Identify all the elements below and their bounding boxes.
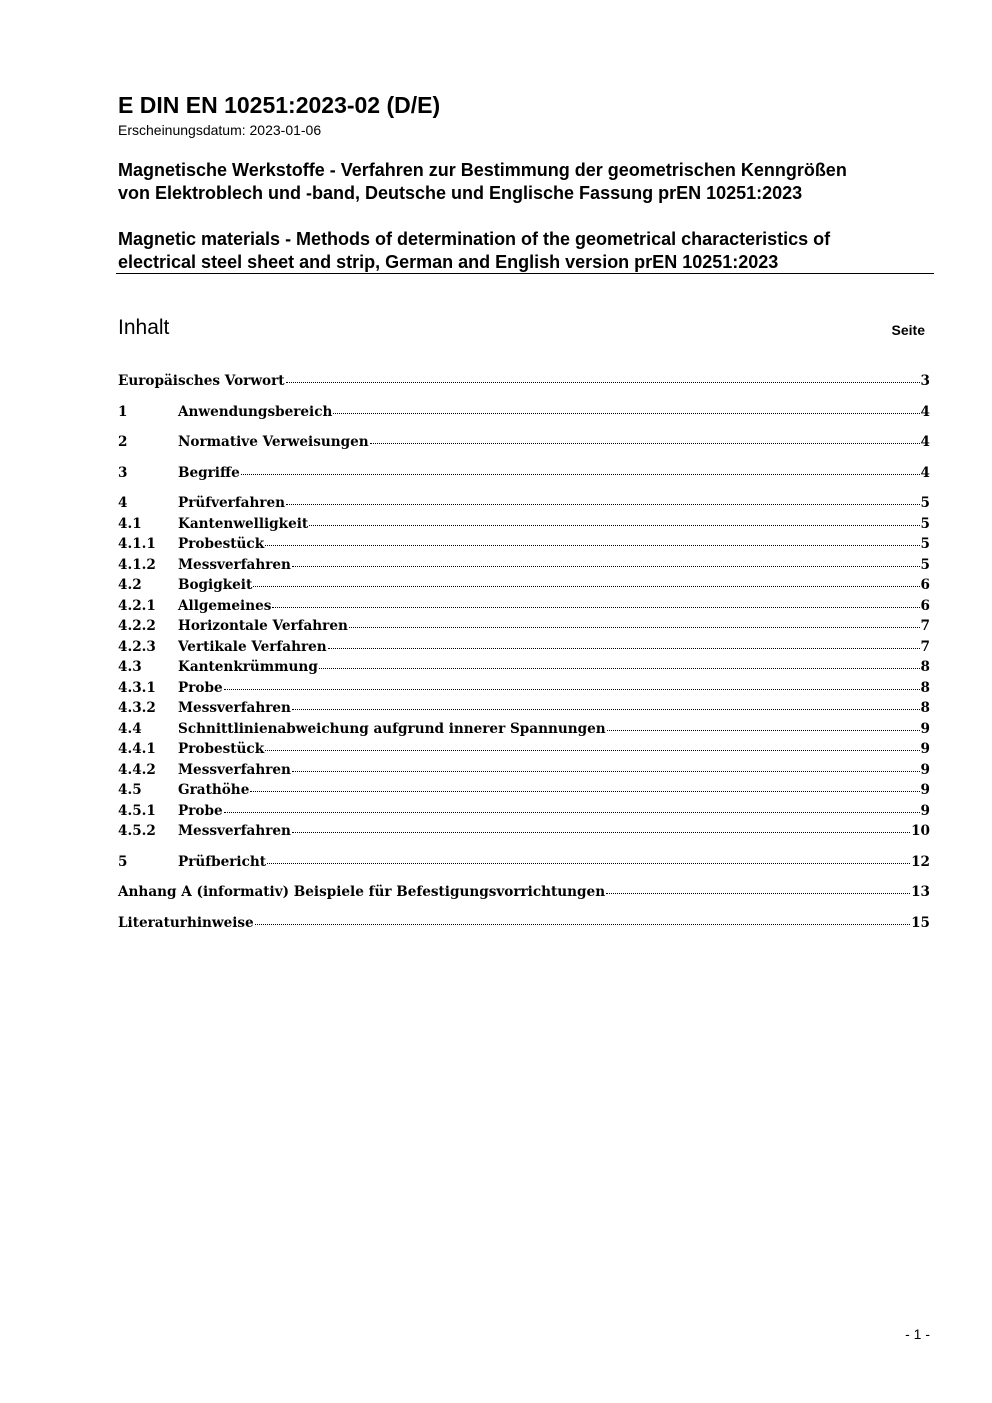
title-german: [118, 159, 938, 205]
toc-entry-number: 4.2.2: [118, 618, 156, 634]
toc-entry-page: 9: [920, 741, 930, 757]
toc-entry-page: 5: [920, 556, 930, 573]
toc-dot-leader: [333, 413, 919, 414]
toc-entry-number: 4.2: [118, 577, 142, 593]
toc-entry[interactable]: [118, 371, 930, 392]
toc-entry[interactable]: [118, 534, 930, 555]
toc-entry-title: Probe: [178, 679, 223, 696]
toc-entry-title: Literaturhinweise: [118, 914, 254, 931]
toc-entry[interactable]: [118, 637, 930, 658]
toc-dot-leader: [607, 730, 920, 731]
toc-dot-leader: [265, 750, 919, 751]
toc-entry-title: Schnittlinienabweichung aufgrund innerer Spannungen: [178, 720, 606, 737]
toc-entry-title: Begriffe: [178, 464, 240, 481]
toc-dot-leader: [265, 545, 919, 546]
toc-dot-leader: [250, 791, 919, 792]
toc-entry-title: Normative Verweisungen: [178, 434, 369, 450]
toc-dot-leader: [253, 586, 919, 587]
toc-entry-page: 5: [920, 536, 930, 552]
toc-entry-number: 4.5.1: [118, 802, 156, 819]
toc-dot-leader: [292, 566, 920, 567]
toc-page-label: Seite: [891, 322, 925, 338]
toc-entry[interactable]: [118, 493, 930, 514]
toc-entry-page: 7: [920, 638, 930, 655]
toc-entry[interactable]: [118, 616, 930, 637]
toc-dot-leader: [292, 709, 920, 710]
toc-entry[interactable]: [118, 432, 930, 453]
toc-entry-number: 5: [118, 853, 128, 870]
toc-dot-leader: [272, 607, 919, 608]
toc-dot-leader: [292, 832, 910, 833]
toc-entry-number: 4.1.2: [118, 556, 156, 573]
toc-entry-page: 7: [920, 618, 930, 634]
toc-entry[interactable]: [118, 780, 930, 801]
toc-entry-page: 3: [920, 373, 930, 389]
toc-entry[interactable]: [118, 657, 930, 678]
toc-dot-leader: [292, 771, 920, 772]
toc-entry-page: 8: [920, 679, 930, 696]
toc-dot-leader: [286, 504, 919, 505]
title-divider: [116, 273, 934, 274]
table-of-contents: [118, 371, 930, 933]
toc-entry-page: 8: [920, 700, 930, 716]
toc-entry[interactable]: [118, 821, 930, 842]
toc-entry-title: Vertikale Verfahren: [178, 638, 327, 655]
toc-entry[interactable]: [118, 801, 930, 822]
toc-entry-page: 8: [920, 659, 930, 675]
toc-entry[interactable]: [118, 913, 930, 934]
toc-entry[interactable]: [118, 719, 930, 740]
toc-entry-number: 4.2.1: [118, 597, 156, 614]
toc-dot-leader: [328, 648, 920, 649]
toc-entry-title: Grathöhe: [178, 782, 250, 798]
toc-dot-leader: [309, 525, 919, 526]
toc-entry[interactable]: [118, 739, 930, 760]
toc-entry[interactable]: [118, 882, 930, 903]
toc-entry-number: 4.4.2: [118, 761, 156, 778]
toc-entry-number: 4.4.1: [118, 741, 156, 757]
toc-entry-title: Bogigkeit: [178, 577, 253, 593]
toc-entry-title: Messverfahren: [178, 556, 291, 573]
toc-dot-leader: [224, 689, 920, 690]
title-german-line-1: Magnetische Werkstoffe - Verfahren zur Bestimmung der geometrischen Kenngrößen: [118, 160, 847, 180]
toc-entry-number: 4.3: [118, 659, 142, 675]
toc-entry[interactable]: [118, 698, 930, 719]
toc-entry-title: Probestück: [178, 741, 265, 757]
title-english-line-2: electrical steel sheet and strip, German and English version prEN 10251:2023: [118, 252, 779, 272]
toc-entry-number: 4.2.3: [118, 638, 156, 655]
toc-entry-page: 4: [920, 464, 930, 481]
title-german-line-2: von Elektroblech und -band, Deutsche und Englische Fassung prEN 10251:2023: [118, 183, 803, 203]
toc-entry-page: 4: [920, 434, 930, 450]
toc-dot-leader: [286, 382, 920, 383]
toc-entry-title: Europäisches Vorwort: [118, 373, 285, 389]
toc-entry-title: Kantenkrümmung: [178, 659, 318, 675]
toc-entry-number: 4.5: [118, 782, 142, 798]
toc-entry-number: 4.4: [118, 720, 142, 737]
toc-dot-leader: [267, 863, 910, 864]
toc-entry-number: 4.5.2: [118, 823, 156, 839]
toc-entry-page: 5: [920, 495, 930, 511]
title-english: [118, 228, 938, 274]
toc-entry[interactable]: [118, 596, 930, 617]
toc-entry-page: 9: [920, 720, 930, 737]
toc-entry-number: 4.3.2: [118, 700, 156, 716]
toc-entry-page: 6: [920, 597, 930, 614]
toc-entry-page: 9: [920, 802, 930, 819]
toc-entry-number: 1: [118, 403, 128, 420]
toc-entry[interactable]: [118, 402, 930, 423]
toc-entry-page: 10: [911, 823, 930, 839]
toc-entry-number: 4.1: [118, 515, 142, 532]
toc-entry-title: Messverfahren: [178, 761, 291, 778]
toc-entry[interactable]: [118, 555, 930, 576]
toc-dot-leader: [255, 924, 910, 925]
toc-entry-number: 3: [118, 464, 128, 481]
toc-entry-page: 9: [920, 782, 930, 798]
toc-entry-page: 6: [920, 577, 930, 593]
toc-entry-title: Prüfverfahren: [178, 495, 286, 511]
toc-entry-number: 4: [118, 495, 128, 511]
toc-entry[interactable]: [118, 514, 930, 535]
toc-dot-leader: [606, 893, 910, 894]
toc-entry-title: Prüfbericht: [178, 853, 267, 870]
toc-entry-title: Kantenwelligkeit: [178, 515, 309, 532]
page-number: - 1 -: [905, 1326, 930, 1342]
toc-entry[interactable]: [118, 575, 930, 596]
toc-dot-leader: [370, 443, 920, 444]
toc-entry[interactable]: [118, 678, 930, 699]
toc-dot-leader: [241, 474, 920, 475]
publication-date: Erscheinungsdatum: 2023-01-06: [118, 122, 322, 138]
toc-entry-page: 4: [920, 403, 930, 420]
toc-entry-number: 4.1.1: [118, 536, 156, 552]
toc-entry-title: Messverfahren: [178, 823, 291, 839]
toc-entry-page: 5: [920, 515, 930, 532]
title-english-line-1: Magnetic materials - Methods of determination of the geometrical characteristics of: [118, 229, 831, 249]
toc-entry-page: 12: [911, 853, 930, 870]
toc-entry-page: 15: [911, 914, 930, 931]
toc-entry-title: Allgemeines: [178, 597, 272, 614]
document-id: E DIN EN 10251:2023-02 (D/E): [118, 92, 441, 118]
toc-entry-title: Messverfahren: [178, 700, 291, 716]
toc-dot-leader: [349, 627, 920, 628]
toc-entry[interactable]: [118, 463, 930, 484]
toc-dot-leader: [224, 812, 920, 813]
toc-entry-title: Anwendungsbereich: [178, 403, 333, 420]
toc-entry-page: 13: [911, 884, 930, 900]
toc-entry-title: Horizontale Verfahren: [178, 618, 348, 634]
toc-entry-number: 2: [118, 434, 128, 450]
toc-dot-leader: [319, 668, 920, 669]
toc-entry-number: 4.3.1: [118, 679, 156, 696]
toc-entry-title: Probestück: [178, 536, 265, 552]
toc-entry[interactable]: [118, 760, 930, 781]
toc-heading: Inhalt: [118, 316, 170, 339]
toc-entry-page: 9: [920, 761, 930, 778]
toc-entry[interactable]: [118, 852, 930, 873]
toc-entry-title: Probe: [178, 802, 223, 819]
toc-entry-title: Anhang A (informativ) Beispiele für Befestigungsvorrichtungen: [118, 884, 606, 900]
